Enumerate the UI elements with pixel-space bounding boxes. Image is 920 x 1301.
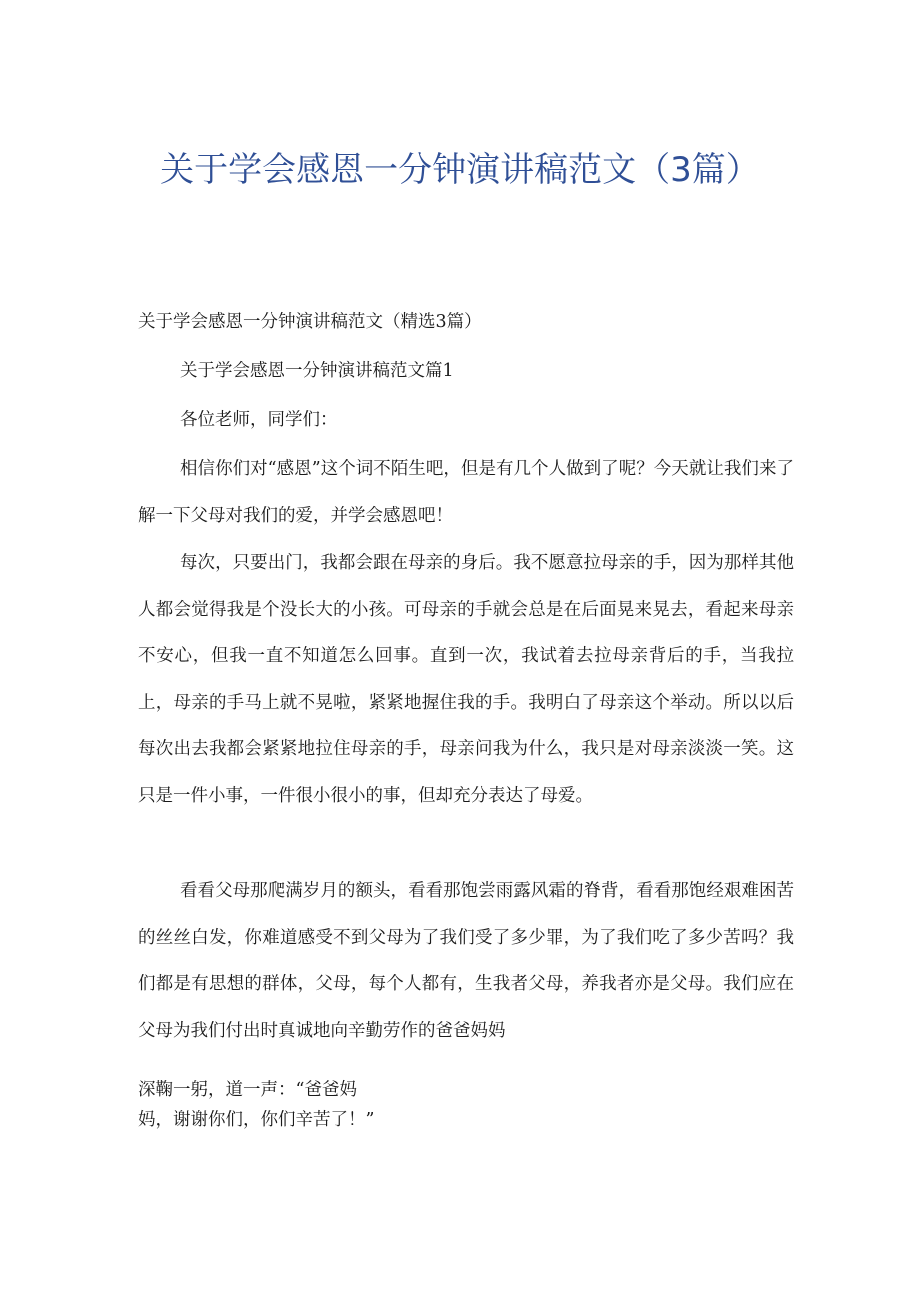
closing-line: 妈，谢谢你们，你们辛苦了！” <box>138 1110 375 1130</box>
section-heading: 关于学会感恩一分钟演讲稿范文篇1 <box>180 361 454 381</box>
greeting-line: 各位老师，同学们： <box>180 410 338 430</box>
paragraph: 相信你们对“感恩”这个词不陌生吧，但是有几个人做到了呢？今天就让我们来了解一下父母对我们的爱，并学会感恩吧！ <box>138 459 794 526</box>
closing-paragraph <box>138 1075 438 1135</box>
closing-line: 深鞠一躬，道一声：“爸爸妈 <box>138 1080 357 1100</box>
paragraph: 每次，只要出门，我都会跟在母亲的身后。我不愿意拉母亲的手，因为那样其他人都会觉得我是个没长大的小孩。可母亲的手就会总是在后面晃来晃去，看起来母亲不安心，但我一直不知道怎么回事。直到一次，我试着去拉母亲背后的手，当我拉上，母亲的手马上就不晃啦，紧紧地握住我的手。我明白了母亲这个举动。所以以后每次出去我都会紧紧地拉住母亲的手，母亲问我为什么，我只是对母亲淡淡一笑。这只是一件小事，一件很小很小的事，但却充分表达了母爱。 <box>138 553 794 806</box>
document-subtitle: 关于学会感恩一分钟演讲稿范文（精选3篇） <box>138 312 482 332</box>
document-title: 关于学会感恩一分钟演讲稿范文（3篇） <box>160 150 760 190</box>
paragraph: 看看父母那爬满岁月的额头，看看那饱尝雨露风霜的脊背，看看那饱经艰难困苦的丝丝白发，你难道感受不到父母为了我们受了多少罪，为了我们吃了多少苦吗？我们都是有思想的群体，父母，每个人都有，生我者父母，养我者亦是父母。我们应在父母为我们付出时真诚地向辛勤劳作的爸爸妈妈 <box>138 881 794 1041</box>
